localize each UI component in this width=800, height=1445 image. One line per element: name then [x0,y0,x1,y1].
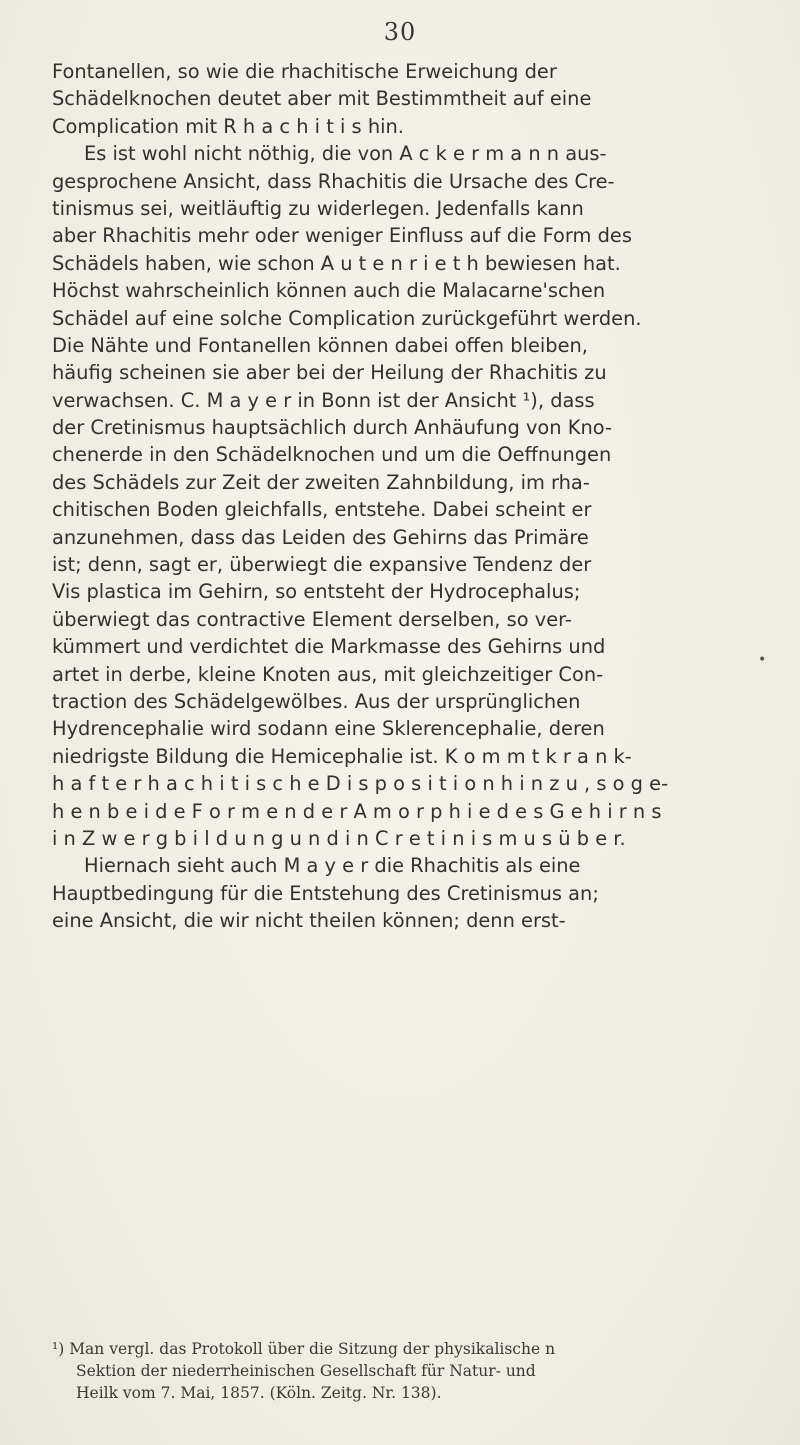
text-line: der Cretinismus hauptsächlich durch Anhäufung von Kno- [52,416,612,440]
text-line: aber Rhachitis mehr oder weniger Einfluss auf die Form des [52,224,632,248]
text-line: eine Ansicht, die wir nicht theilen können; denn erst- [52,909,566,933]
text-line: i n Z w e r g b i l d u n g u n d i n C r e t i n i s m u s ü b e r. [52,826,626,850]
text-line: Fontanellen, so wie die rhachitische Erweichung der [52,60,557,83]
text-line: des Schädels zur Zeit der zweiten Zahnbildung, im rha- [52,470,590,494]
text-line: chenerde in den Schädelknochen und um die Oeffnungen [52,443,612,467]
text-line: Complication mit R h a c h i t i s hin. [52,114,404,138]
ink-speck: • [758,652,767,668]
text-line: h a f t e r h a c h i t i s c h e D i s p o s i t i o n h i n z u , s o g e- [52,772,669,796]
text-line: Hiernach sieht auch M a y e r die Rhachitis als eine [84,854,581,878]
text-line: niedrigste Bildung die Hemicephalie ist. K o m m t k r a n k- [52,744,632,768]
footnote-line: Sektion der niederrheinischen Gesellschaft für Natur- und [76,1362,536,1380]
text-line: anzunehmen, dass das Leiden des Gehirns das Primäre [52,525,589,549]
text-line: verwachsen. C. M a y e r in Bonn ist der Ansicht ¹), dass [52,388,595,412]
footnote-line: ¹) Man vergl. das Protokoll über die Sitzung der physikalische n [52,1340,556,1358]
text-line: häufig scheinen sie aber bei der Heilung der Rhachitis zu [52,361,607,385]
footnote-line: Heilk vom 7. Mai, 1857. (Köln. Zeitg. Nr. 138). [76,1384,442,1402]
text-line: chitischen Boden gleichfalls, entstehe. Dabei scheint er [52,498,592,522]
text-line: Schädels haben, wie schon A u t e n r i e t h bewiesen hat. [52,251,621,275]
footnote [52,1338,762,1404]
text-line: Es ist wohl nicht nöthig, die von A c k e r m a n n aus- [84,142,607,166]
text-line: Vis plastica im Gehirn, so entsteht der Hydrocephalus; [52,580,581,604]
body-text [52,58,762,935]
text-line: Hauptbedingung für die Entstehung des Cretinismus an; [52,881,599,905]
text-line: tinismus sei, weitläuftig zu widerlegen. Jedenfalls kann [52,196,584,220]
text-line: Die Nähte und Fontanellen können dabei offen bleiben, [52,333,588,357]
text-line: traction des Schädelgewölbes. Aus der ursprünglichen [52,689,581,713]
text-line: Höchst wahrscheinlich können auch die Malacarne'schen [52,279,606,303]
text-line: ist; denn, sagt er, überwiegt die expansive Tendenz der [52,553,592,577]
text-line: Schädelknochen deutet aber mit Bestimmtheit auf eine [52,87,592,111]
text-line: Schädel auf eine solche Complication zurückgeführt werden. [52,306,642,330]
text-line: Hydrencephalie wird sodann eine Sklerencephalie, deren [52,717,605,741]
text-line: artet in derbe, kleine Knoten aus, mit gleichzeitiger Con- [52,662,604,686]
text-line: h e n b e i d e F o r m e n d e r A m o r p h i e d e s G e h i r n s [52,799,662,823]
text-line: kümmert und verdichtet die Markmasse des Gehirns und [52,635,606,659]
text-line: gesprochene Ansicht, dass Rhachitis die Ursache des Cre- [52,169,615,193]
page-number: 30 [383,18,417,46]
text-line: überwiegt das contractive Element derselben, so ver- [52,607,572,631]
